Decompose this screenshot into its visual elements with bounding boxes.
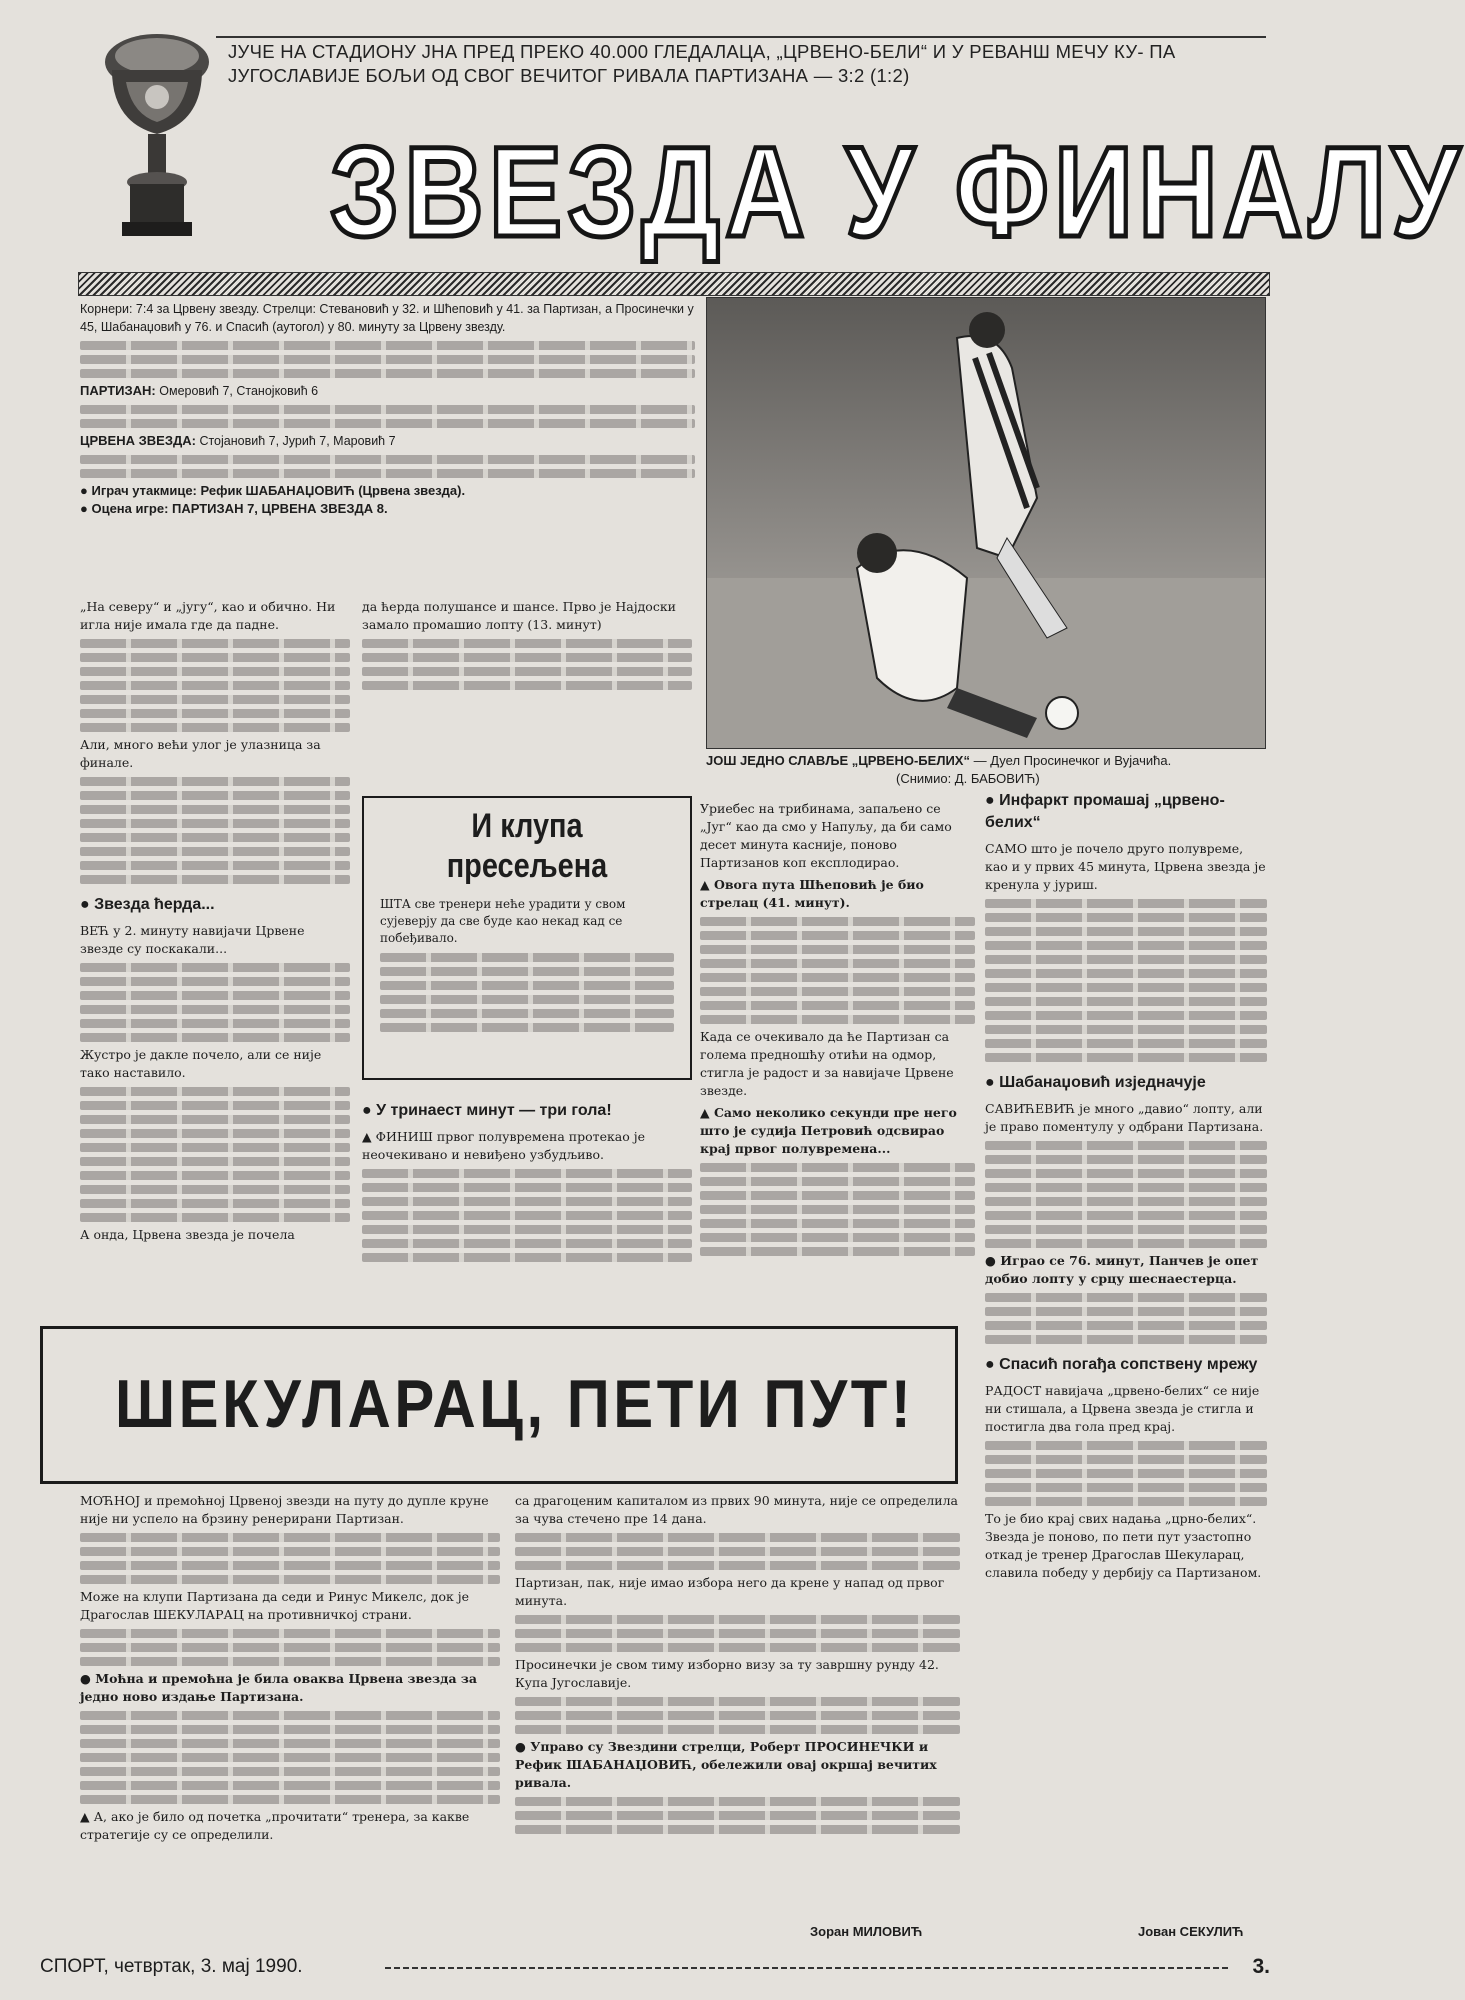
column-3 xyxy=(700,800,975,1260)
sek-p1: МОЋНОЈ и премоћној Црвеној звезди на путу до дупле круне није ни успело на брзину ренерирани Партизан. xyxy=(80,1493,489,1526)
bench-box xyxy=(362,796,692,1080)
hatch-divider xyxy=(78,272,1270,296)
sek2-p1: са драгоценим капиталом из првих 90 минута, није се определила за чува стечено пре 14 дана. xyxy=(515,1493,958,1526)
subtitle: ЈУЧЕ НА СТАДИОНУ ЈНА ПРЕД ПРЕКО 40.000 ГЛЕДАЛАЦА, „ЦРВЕНО-БЕЛИ“ И У РЕВАНШ МЕЧУ КУ- ПА ЈУГОСЛАВИЈЕ БОЉИ ОД СВОГ ВЕЧИТОГ РИВАЛА ПАРТИЗАНА — 3:2 (1:2) xyxy=(216,36,1266,90)
col3-p3: Када се очекивало да ће Партизан са голема предношћу отићи на одмор, стигла је радост и за навијаче Црвене звезде. xyxy=(700,1029,954,1098)
partizan-lineup: Омеровић 7, Станојковић 6 xyxy=(159,384,319,398)
lineup-intro: Корнери: 7:4 за Црвену звезду. Стрелци: Стевановић у 32. и Шћеповић у 41. за Партизан, а Просинечки у 45, Шабанаџовић у 76. и Спасић (аутогол) у 80. минуту за Црвену звезду. xyxy=(80,302,694,334)
bench-box-title: И клупа пресељена xyxy=(446,807,608,885)
sek2-p2: Партизан, пак, није имао избора него да крене у напад од првог минута. xyxy=(515,1575,945,1608)
col1-p4: Жустро је дакле почело, али се није тако наставило. xyxy=(80,1047,322,1080)
sekularac-title: ШЕКУЛАРАЦ, ПЕТИ ПУТ! xyxy=(115,1366,915,1442)
zvezda-lineup: Стојановић 7, Јурић 7, Маровић 7 xyxy=(199,434,396,448)
col4-subhead-2: ● Шабанаџовић изједначује xyxy=(985,1072,1267,1094)
zvezda-heading: ЦРВЕНА ЗВЕЗДА: xyxy=(80,433,196,448)
sekularac-column-2 xyxy=(515,1492,960,1838)
match-photo xyxy=(706,297,1266,749)
bench-box-text: ШТА све тренери неће урадити у свом сујеверју да све буде као некад кад се побеђивало. xyxy=(380,897,626,945)
signature-milovic: Зоран МИЛОВИЋ xyxy=(810,1924,923,1939)
caption-desc: — Дуел Просинечког и Вујачића. xyxy=(973,753,1172,768)
col1-subhead: ● Звезда ћерда... xyxy=(80,894,350,916)
sekularac-headline-box xyxy=(40,1326,958,1484)
football-duel-photo xyxy=(707,298,1265,748)
col1-p5: А онда, Црвена звезда је почела xyxy=(80,1227,295,1242)
col3-p4: ▲ Само неколико секунди пре него што је судија Петровић одсвирао крај првог полувремена... xyxy=(700,1104,975,1158)
col4-p3: ● Играо се 76. минут, Панчев је опет добио лопту у срцу шеснаестерца. xyxy=(985,1252,1267,1288)
page-footer xyxy=(40,1950,1270,1984)
partizan-heading: ПАРТИЗАН: xyxy=(80,383,156,398)
col3-p1: Уриебес на трибинама, запаљено се „Југ“ као да смо у Напуљу, да би само десет минута касније, поново Партизанов коп експлодирао. xyxy=(700,801,952,870)
sek2-p3: Просинечки је свом тиму изборно визу за ту завршну рунду 42. Купа Југославије. xyxy=(515,1657,939,1690)
game-rating: ● Оцена игре: ПАРТИЗАН 7, ЦРВЕНА ЗВЕЗДА 8. xyxy=(80,500,695,518)
column-2-lower xyxy=(362,1090,692,1266)
col1-p1: „На северу“ и „југу“, као и обично. Ни игла није имала где да падне. xyxy=(80,599,336,632)
col3-p2: ▲ Овога пута Шћеповић је био стрелац (41. минут). xyxy=(700,876,975,912)
column-2 xyxy=(362,598,692,694)
sek-p2: Може на клупи Партизана да седи и Ринус Микелс, док је Драгослав ШЕКУЛАРАЦ на противничкој страни. xyxy=(80,1589,470,1622)
sek2-p4: ● Управо су Звездини стрелци, Роберт ПРОСИНЕЧКИ и Рефик ШАБАНАЏОВИЋ, обележили овај окршај вечитих ривала. xyxy=(515,1738,960,1792)
col1-p3: ВЕЋ у 2. минуту навијачи Црвене звезде су поскакали... xyxy=(80,923,305,956)
footer-text: СПОРТ, четвртак, 3. мај 1990. xyxy=(40,1956,303,1977)
page-number: 3. xyxy=(1252,1955,1270,1978)
column-1 xyxy=(80,598,350,1248)
col4-subhead-1: ● Инфаркт промашај „црвено-белих“ xyxy=(985,790,1267,834)
col4-p4: РАДОСТ навијача „црвено-белих“ се није ни стишала, а Црвена звезда је стигла и постигла два гола пред крај. xyxy=(985,1383,1260,1434)
sek-p3: ● Моћна и премоћна је била оваква Црвена звезда за једно ново издање Партизана. xyxy=(80,1670,500,1706)
col4-p2: САВИЋЕВИЋ је много „давио“ лопту, али је право поментулу у одбрани Партизана. xyxy=(985,1101,1264,1134)
player-of-match: ● Играч утакмице: Рефик ШАБАНАЏОВИЋ (Црвена звезда). xyxy=(80,482,695,500)
caption-title: ЈОШ ЈЕДНО СЛАВЉЕ „ЦРВЕНО-БЕЛИХ“ xyxy=(706,753,970,768)
col1-p2: Али, много већи улог је улазница за финале. xyxy=(80,737,321,770)
col2-p2: ▲ ФИНИШ првог полувремена протекао је неочекивано и невиђено узбудљиво. xyxy=(362,1128,692,1164)
col4-p5: То је био крај свих надања „црно-белих“. Звезда је поново, по пети пут узастопно откад је тренер Драгослав Шекуларац, славила победу у дербију са Партизаном. xyxy=(985,1511,1262,1580)
col2-subhead: ● У тринаест минут — три гола! xyxy=(362,1100,692,1122)
caption-credit: (Снимио: Д. БАБОВИЋ) xyxy=(896,771,1040,786)
sekularac-column-1 xyxy=(80,1492,500,1848)
cup-trophy-icon xyxy=(82,22,232,252)
headline: ЗВЕЗДА У ФИНАЛУ xyxy=(330,121,1465,264)
col4-p1: САМО што је почело друго полувреме, као и у првих 45 минута, Црвена звезда је кренула у јуриш. xyxy=(985,841,1266,892)
col4-subhead-3: ● Спасић погађа сопствену мрежу xyxy=(985,1354,1267,1376)
signature-sekulic: Јован СЕКУЛИЋ xyxy=(1138,1924,1244,1939)
column-4 xyxy=(985,780,1267,1586)
sek-p4: ▲ А, ако је било од почетка „прочитати“ тренера, за какве стратегије су се определили. xyxy=(80,1808,500,1844)
col2-p1: да ћерда полушансе и шансе. Прво је Најдоски замало промашио лопту (13. минут) xyxy=(362,599,676,632)
match-lineup xyxy=(80,300,695,560)
